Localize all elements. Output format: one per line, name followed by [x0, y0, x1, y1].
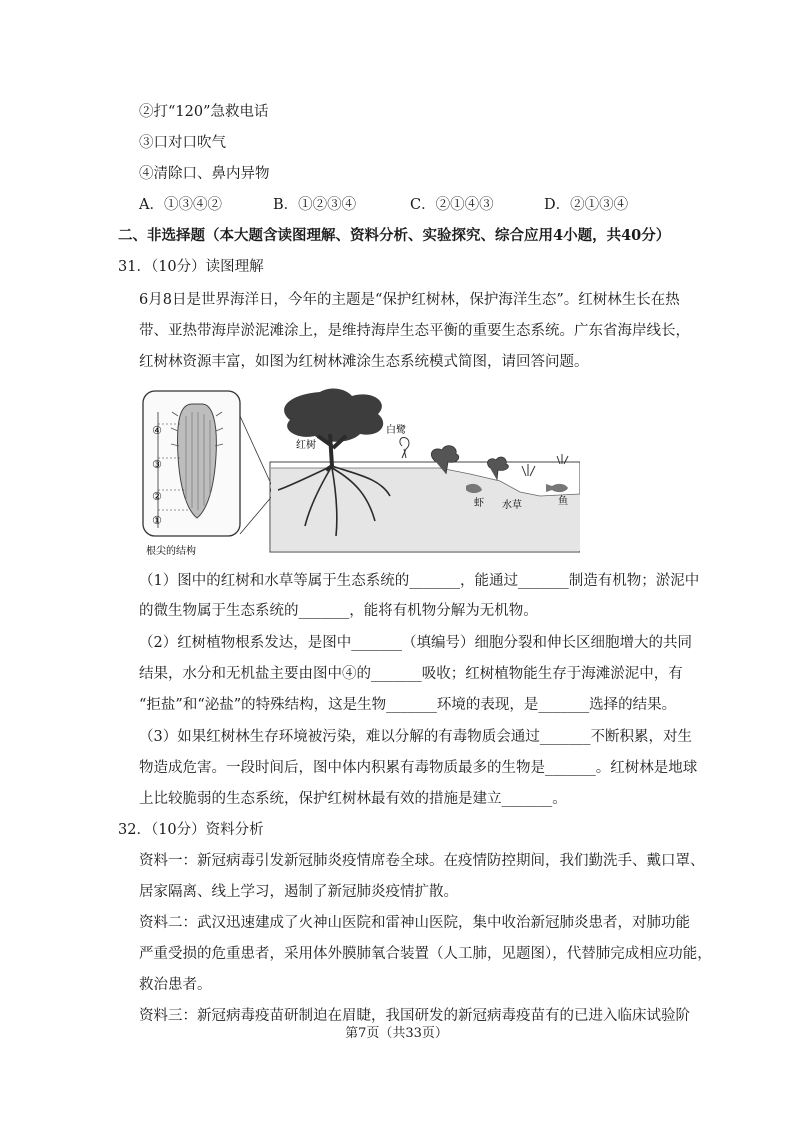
q31-intro-line: 红树林资源丰富，如图为红树林滩涂生态系统模式简图，请回答问题。	[139, 354, 589, 370]
q32-material-2-line: 救治患者。	[139, 977, 212, 993]
option-a: A．①③④②	[139, 197, 222, 213]
mangrove-canopy	[284, 389, 383, 442]
step-2: ②打“120”急救电话	[139, 104, 269, 120]
q32-material-3-line: 资料三：新冠病毒疫苗研制迫在眉睫，我国研发的新冠病毒疫苗有的已进入临床试验阶	[139, 1008, 690, 1024]
q31-intro-line: 带、亚热带海岸淤泥滩涂上，是维持海岸生态平衡的重要生态系统。广东省海岸线长，	[139, 323, 690, 339]
q32-header: 32．（10分）资料分析	[118, 822, 264, 838]
water-weed-plant	[522, 464, 535, 476]
q31-sub2-line: “拒盐”和“泌盐”的特殊结构，这是生物_______环境的表现，是_______选择的结果。	[139, 697, 677, 713]
option-c: C．②①④③	[410, 197, 494, 213]
root-zone-2-label: ②	[152, 490, 162, 503]
step-4: ④清除口、鼻内异物	[139, 166, 270, 182]
label-shrimp: 虾	[474, 498, 484, 509]
q31-sub3-line: 上比较脆弱的生态系统，保护红树林最有效的措施是建立_______。	[139, 791, 567, 807]
root-zone-4-label: ④	[152, 424, 162, 437]
label-egret: 白鹭	[386, 425, 406, 436]
q32-material-2-line: 严重受损的危重患者，采用体外膜肺氧合装置（人工肺，见题图），代替肺完成相应功能，	[139, 946, 712, 962]
root-zone-3-label: ③	[152, 458, 162, 471]
q32-material-2-line: 资料二：武汉迅速建成了火神山医院和雷神山医院，集中收治新冠肺炎患者，对肺功能	[139, 915, 690, 931]
label-fish: 鱼	[558, 496, 568, 507]
q31-sub1-line: 的微生物属于生态系统的_______，能将有机物分解为无机物。	[139, 603, 538, 619]
q32-material-1-line: 资料一：新冠病毒引发新冠肺炎疫情席卷全球。在疫情防控期间，我们勤洗手、戴口罩、	[139, 853, 705, 869]
q31-sub1-line: （1）图中的红树和水草等属于生态系统的_______，能通过_______制造有机物；淤泥中	[139, 573, 700, 589]
option-d: D．②①③④	[544, 197, 629, 213]
q31-sub3-line: （3）如果红树林生存环境被污染，难以分解的有毒物质会通过_______不断积累，对生	[139, 729, 692, 745]
mangrove-ecosystem-figure	[140, 386, 580, 558]
section-title: 二、非选择题（本大题含读图理解、资料分析、实验探究、综合应用4小题，共40分）	[118, 227, 671, 244]
fish	[546, 484, 568, 492]
q31-header: 31．（10分）读图理解	[118, 259, 264, 275]
mud-bank	[271, 468, 580, 551]
small-mangrove-shrub	[488, 457, 509, 480]
step-3: ③口对口吹气	[139, 135, 226, 151]
q31-sub3-line: 物造成危害。一段时间后，图中体内积累有毒物质最多的生物是_______。红树林是地球	[139, 760, 698, 776]
option-b: B．①②③④	[273, 197, 357, 213]
mangrove-trunk	[318, 434, 346, 470]
q31-sub2-line: 结果，水分和无机盐主要由图中④的_______吸收；红树植物能生存于海滩淤泥中，有	[139, 666, 683, 682]
mangrove-diagram	[140, 386, 580, 558]
answer-options	[139, 195, 628, 215]
root-zone-1-label: ①	[152, 514, 162, 527]
label-mangrove: 红树	[296, 440, 316, 451]
q32-material-1-line: 居家隔离、线上学习，遏制了新冠肺炎疫情扩散。	[139, 884, 458, 900]
q31-intro-line: 6月8日是世界海洋日，今年的主题是“保护红树林，保护海洋生态”。红树林生长在热	[139, 292, 680, 308]
q31-sub2-line: （2）红树植物根系发达，是图中_______（填编号）细胞分裂和伸长区细胞增大的共同	[139, 635, 692, 651]
label-water-weed: 水草	[502, 500, 522, 511]
egret	[400, 438, 409, 458]
page-footer: 第7页（共33页）	[345, 1026, 448, 1041]
root-tip-caption: 根尖的结构	[146, 546, 196, 557]
